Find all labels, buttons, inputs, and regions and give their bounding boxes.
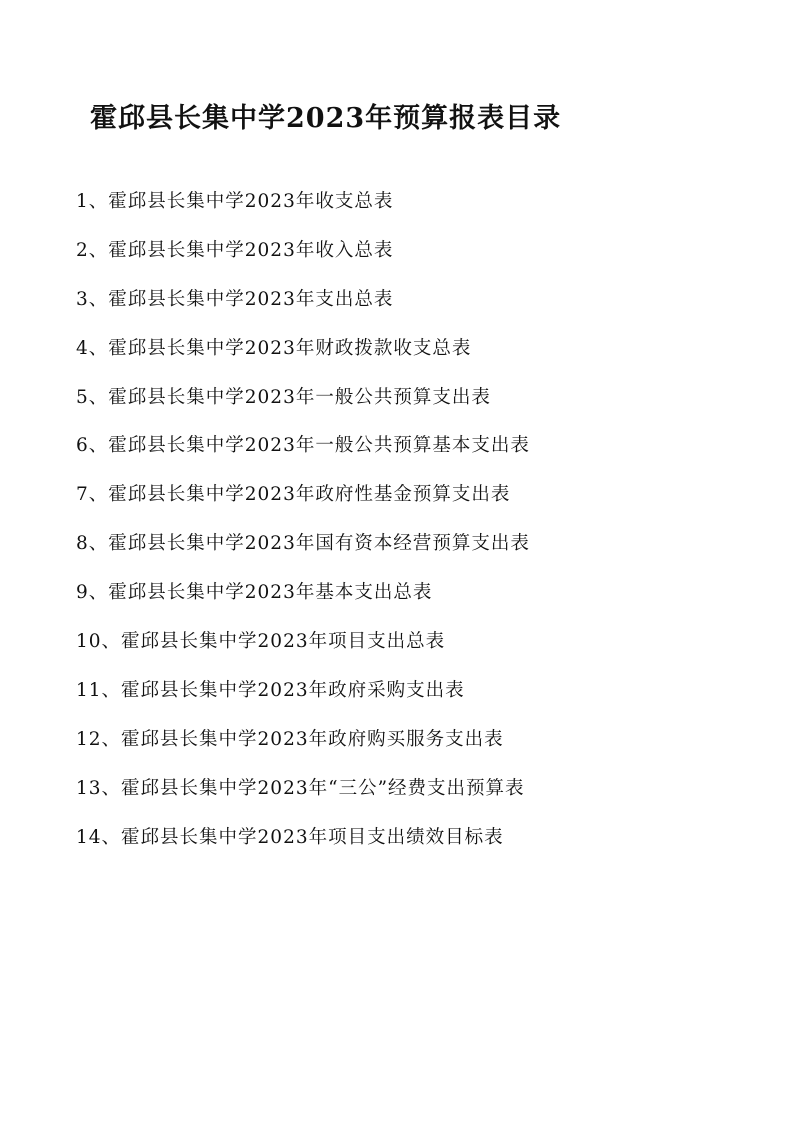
toc-item: 8、霍邱县长集中学2023年国有资本经营预算支出表 bbox=[76, 533, 530, 555]
toc-item: 6、霍邱县长集中学2023年一般公共预算基本支出表 bbox=[76, 435, 530, 457]
toc-item: 14、霍邱县长集中学2023年项目支出绩效目标表 bbox=[76, 826, 504, 848]
toc-item: 9、霍邱县长集中学2023年基本支出总表 bbox=[76, 582, 433, 604]
toc-item: 13、霍邱县长集中学2023年“三公”经费支出预算表 bbox=[76, 777, 525, 799]
toc-item: 10、霍邱县长集中学2023年项目支出总表 bbox=[76, 631, 446, 653]
toc-item: 2、霍邱县长集中学2023年收入总表 bbox=[76, 239, 394, 261]
toc-item: 5、霍邱县长集中学2023年一般公共预算支出表 bbox=[76, 386, 491, 408]
toc-item: 4、霍邱县长集中学2023年财政拨款收支总表 bbox=[76, 337, 472, 359]
toc-item: 1、霍邱县长集中学2023年收支总表 bbox=[76, 191, 394, 212]
table-of-contents bbox=[76, 178, 530, 862]
toc-item: 3、霍邱县长集中学2023年支出总表 bbox=[76, 288, 394, 310]
toc-item: 7、霍邱县长集中学2023年政府性基金预算支出表 bbox=[76, 484, 511, 506]
toc-item: 11、霍邱县长集中学2023年政府采购支出表 bbox=[76, 679, 465, 701]
toc-item: 12、霍邱县长集中学2023年政府购买服务支出表 bbox=[76, 728, 504, 750]
document-title: 霍邱县长集中学2023年预算报表目录 bbox=[90, 103, 562, 134]
